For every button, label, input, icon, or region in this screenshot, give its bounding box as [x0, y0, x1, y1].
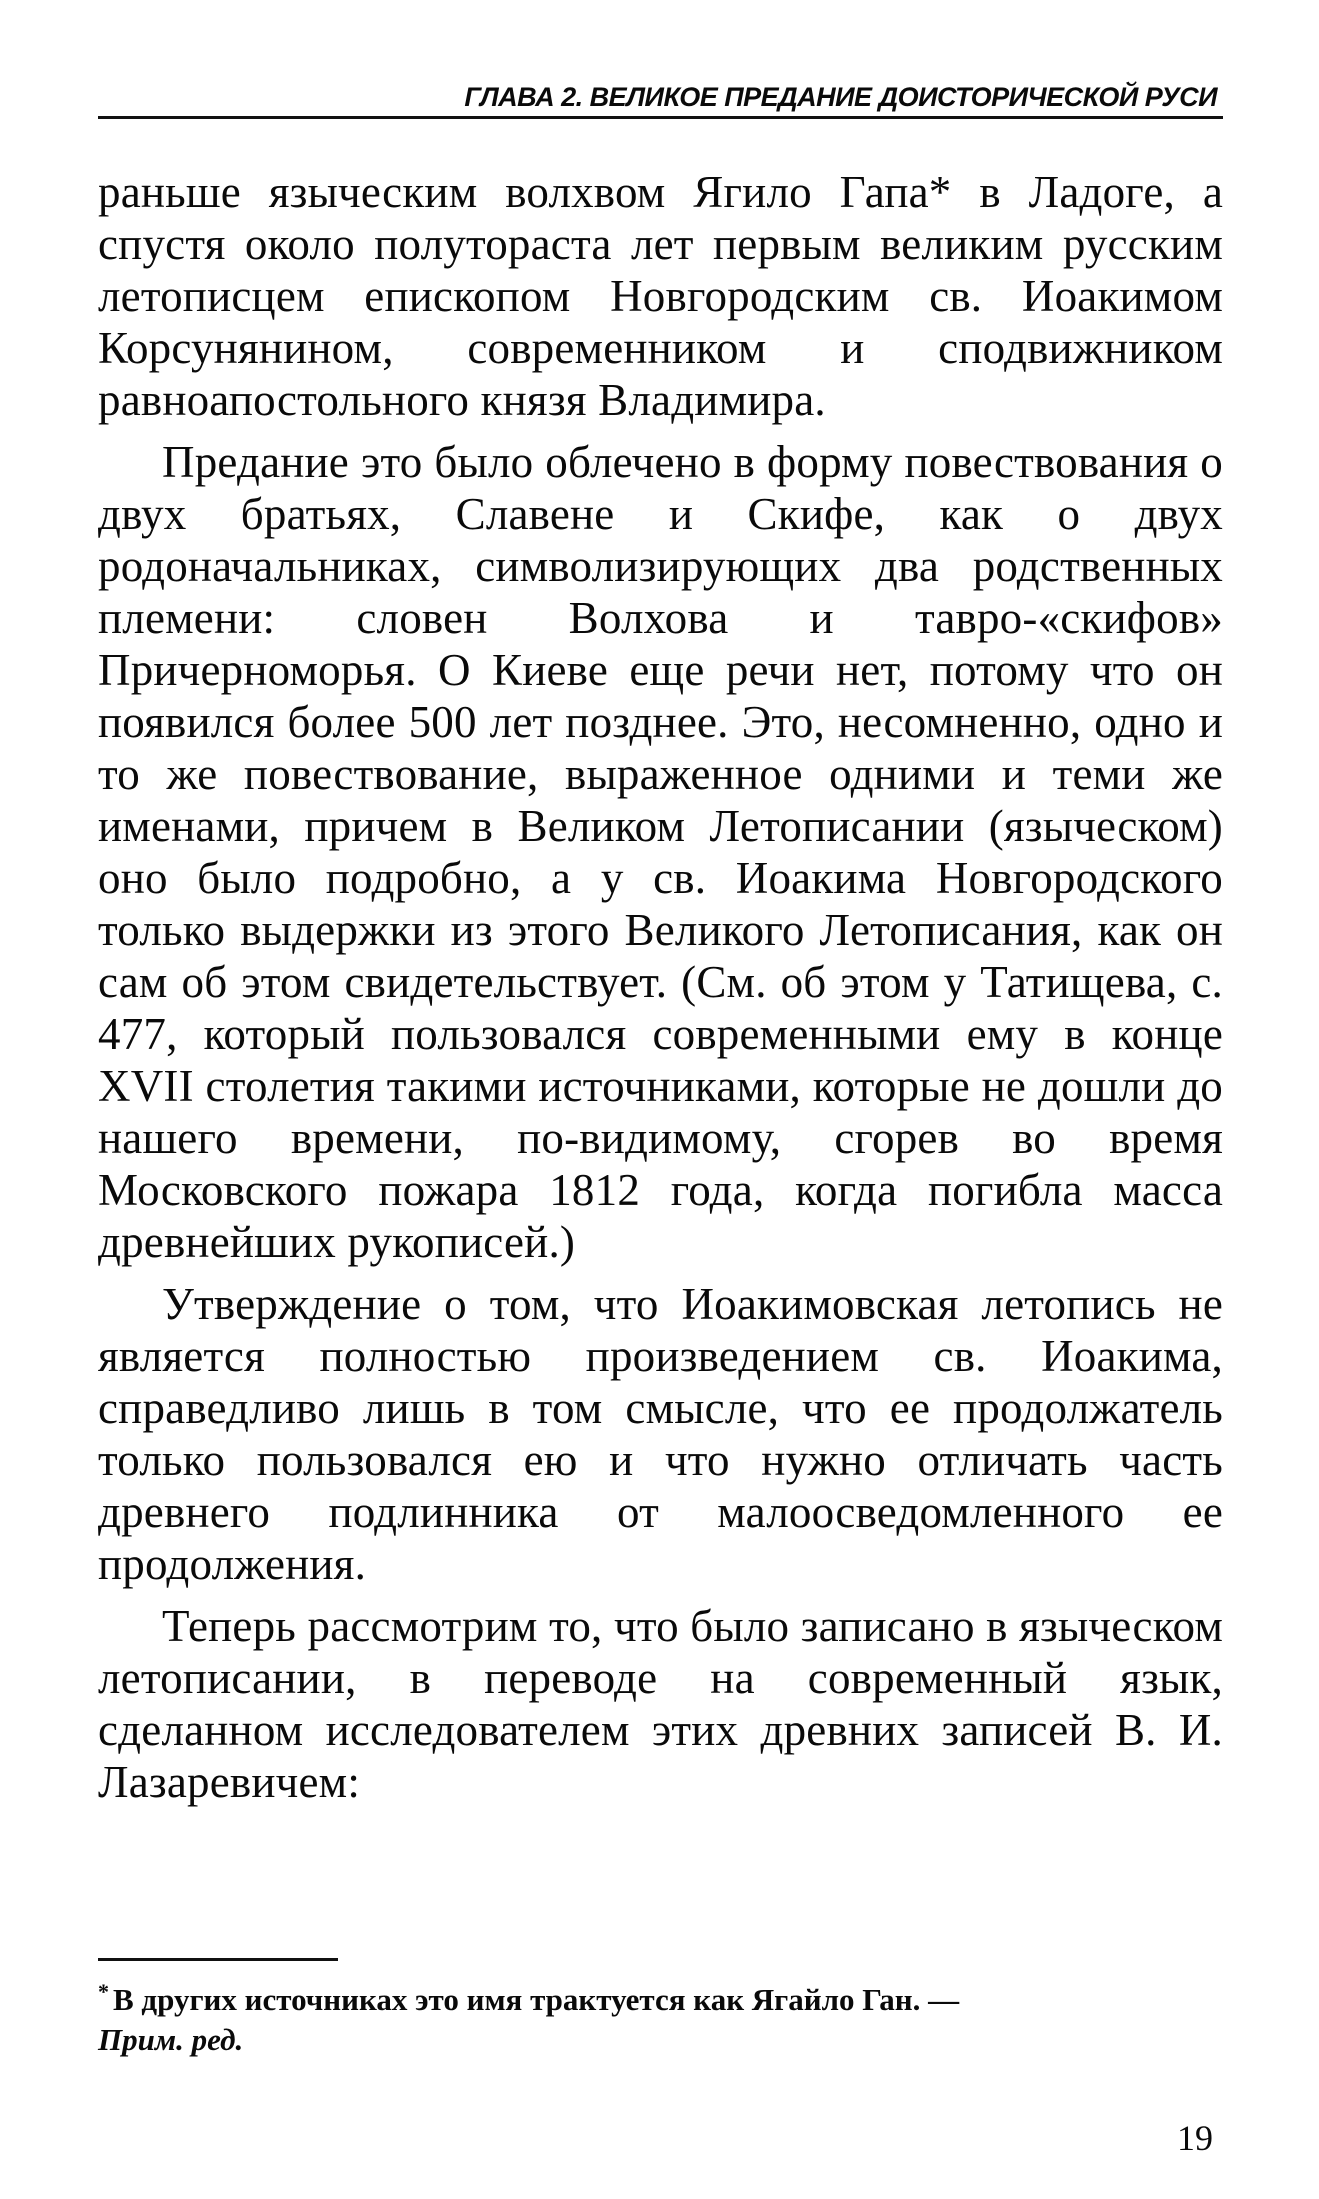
running-header: ГЛАВА 2. ВЕЛИКОЕ ПРЕДАНИЕ ДОИСТОРИЧЕСКОЙ РУСИ [98, 78, 1223, 119]
book-page [98, 78, 1223, 2158]
footnote-editor-label: Прим. ред. [98, 2022, 244, 2057]
footnote [98, 1980, 1223, 2060]
paragraph-2: Предание это было облечено в форму повествования о двух братьях, Славене и Скифе, как о двух родоначальниках, символизирующих два родственных племени: словен Волхова и тавро-«скифов» Причерноморья. О Киеве еще речи нет, потому что он появился более 500 лет позднее. Это, несомненно, одно и то же повествование, выраженное одними и теми же именами, причем в Великом Летописании (языческом) оно было подробно, а у св. Иоакима Новгородского только выдержки из этого Великого Летописания, как он сам об этом свидетельствует. (См. об этом у Татищева, с. 477, который пользовался современными ему в конце XVII столетия такими источниками, которые не дошли до нашего времени, по-видимому, сгорев во время Московского пожара 1812 года, когда погибла масса древнейших рукописей.) [98, 437, 1223, 1267]
footnote-divider [98, 1958, 338, 1961]
paragraph-4: Теперь рассмотрим то, что было записано в языческом летописании, в переводе на современный язык, сделанном исследователем этих древних записей В. И. Лазаревичем: [98, 1601, 1223, 1807]
footnote-mark: * [98, 1978, 109, 2004]
body-text [98, 166, 1223, 1808]
footnote-text: В других источниках это имя трактуется как Ягайло Ган. — [113, 1982, 960, 2017]
page-number: 19 [1177, 2118, 1213, 2158]
paragraph-1: раньше языческим волхвом Ягило Гапа* в Ладоге, а спустя около полутораста лет первым великим русским летописцем епископом Новгородским св. Иоакимом Корсунянином, современником и сподвижником равноапостольного князя Владимира. [98, 167, 1223, 425]
paragraph-3: Утверждение о том, что Иоакимовская летопись не является полностью произведением св. Иоакима, справедливо лишь в том смысле, что ее продолжатель только пользовался ею и что нужно отличать часть древнего подлинника от малоосведомленного ее продолжения. [98, 1279, 1223, 1589]
